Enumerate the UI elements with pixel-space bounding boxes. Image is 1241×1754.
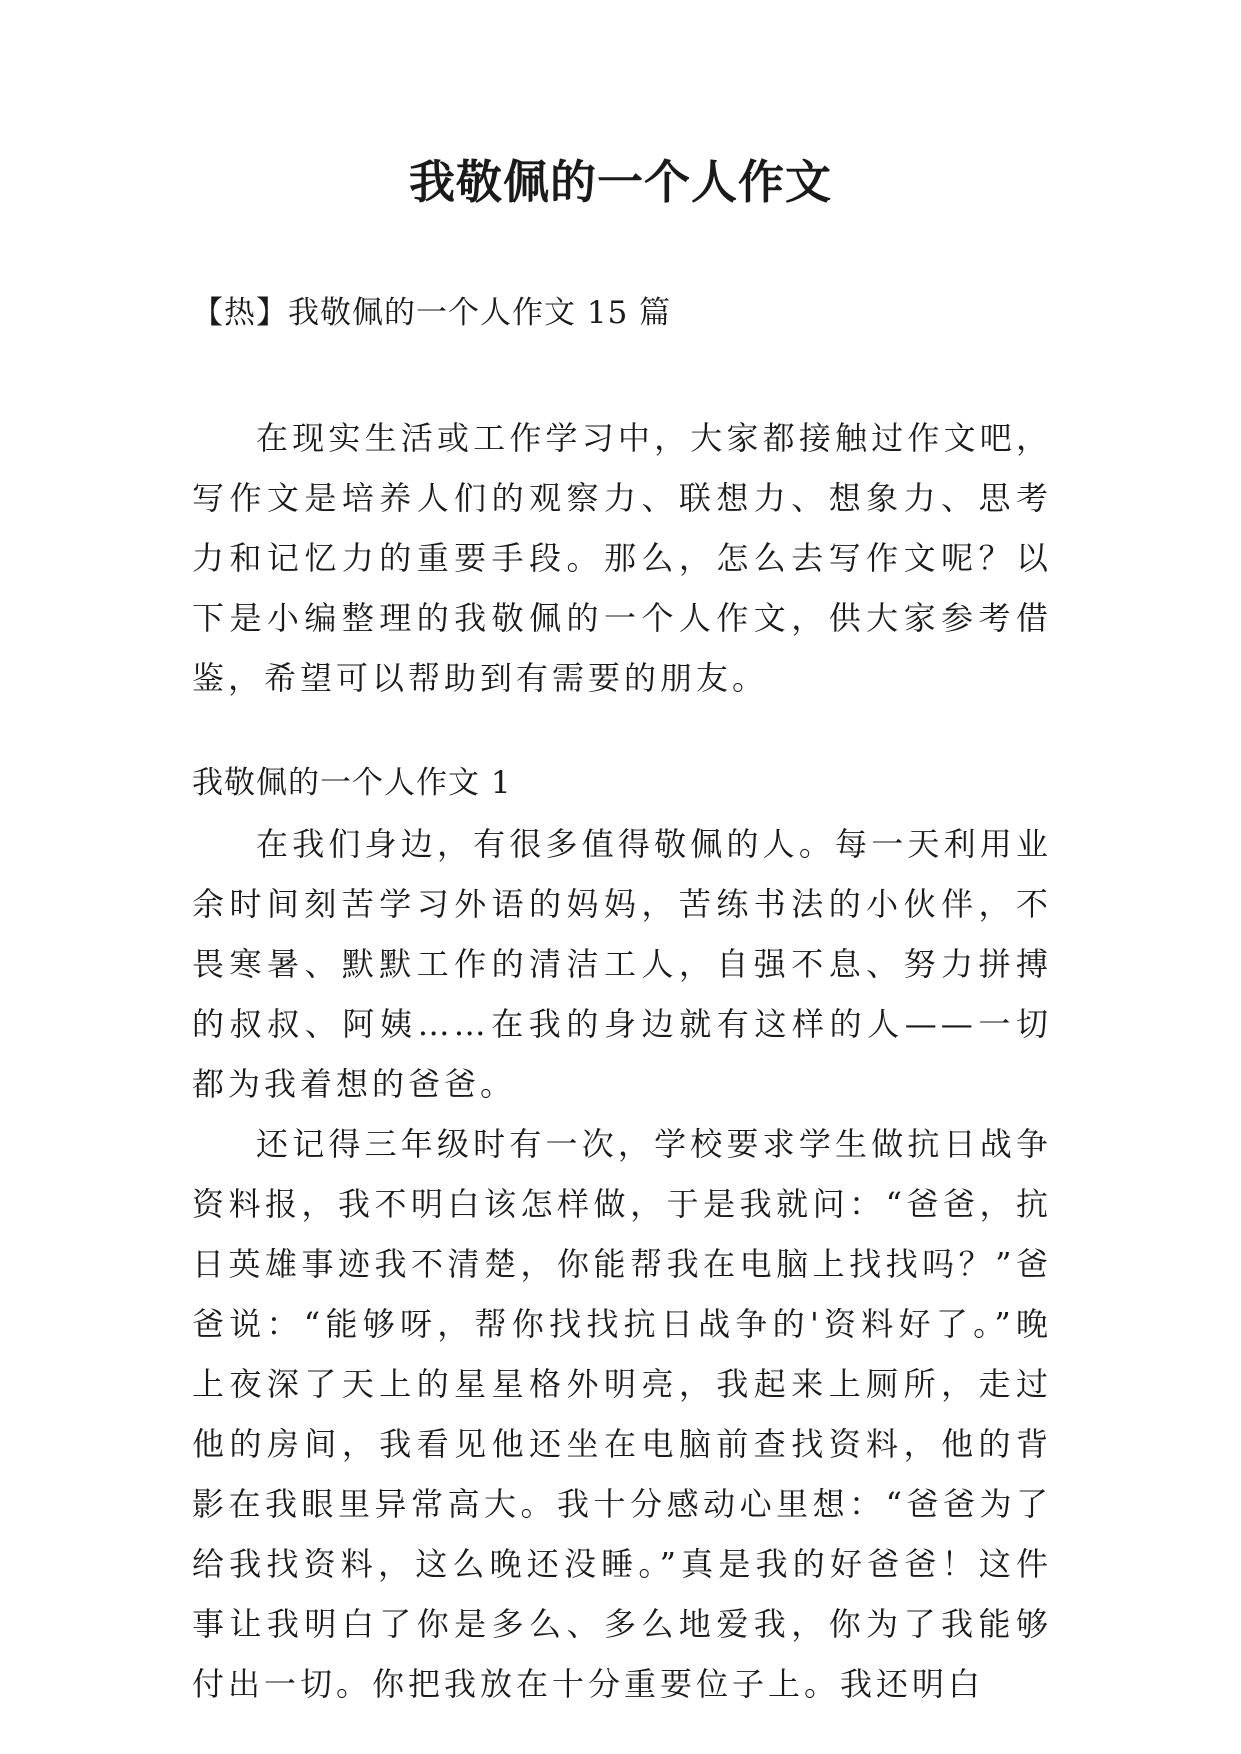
- essay-body: [192, 814, 1052, 1714]
- intro-paragraph: 在现实生活或工作学习中，大家都接触过作文吧，写作文是培养人们的观察力、联想力、想象力、思考力和记忆力的重要手段。那么，怎么去写作文呢？以下是小编整理的我敬佩的一个人作文，供大家参考借鉴，希望可以帮助到有需要的朋友。: [192, 419, 1052, 697]
- essay-paragraph: 在我们身边，有很多值得敬佩的人。每一天利用业余时间刻苦学习外语的妈妈，苦练书法的小伙伴，不畏寒暑、默默工作的清洁工人，自强不息、努力拼搏的叔叔、阿姨……在我的身边就有这样的人——一切都为我着想的爸爸。: [192, 825, 1052, 1103]
- document-subtitle: 【热】我敬佩的一个人作文 15 篇: [192, 295, 672, 331]
- document-title: 我敬佩的一个人作文: [409, 155, 832, 209]
- intro-section: [192, 408, 1052, 708]
- section-heading: 我敬佩的一个人作文 1: [192, 765, 512, 801]
- essay-paragraph: 还记得三年级时有一次，学校要求学生做抗日战争资料报，我不明白该怎样做，于是我就问：“爸爸，抗日英雄事迹我不清楚，你能帮我在电脑上找找吗？”爸爸说：“能够呀，帮你找找抗日战争的'资料好了。”晚上夜深了天上的星星格外明亮，我起来上厕所，走过他的房间，我看见他还坐在电脑前查找资料，他的背影在我眼里异常高大。我十分感动心里想：“爸爸为了给我找资料，这么晚还没睡。”真是我的好爸爸！这件事让我明白了你是多么、多么地爱我，你为了我能够付出一切。你把我放在十分重要位子上。我还明白: [192, 1125, 1052, 1703]
